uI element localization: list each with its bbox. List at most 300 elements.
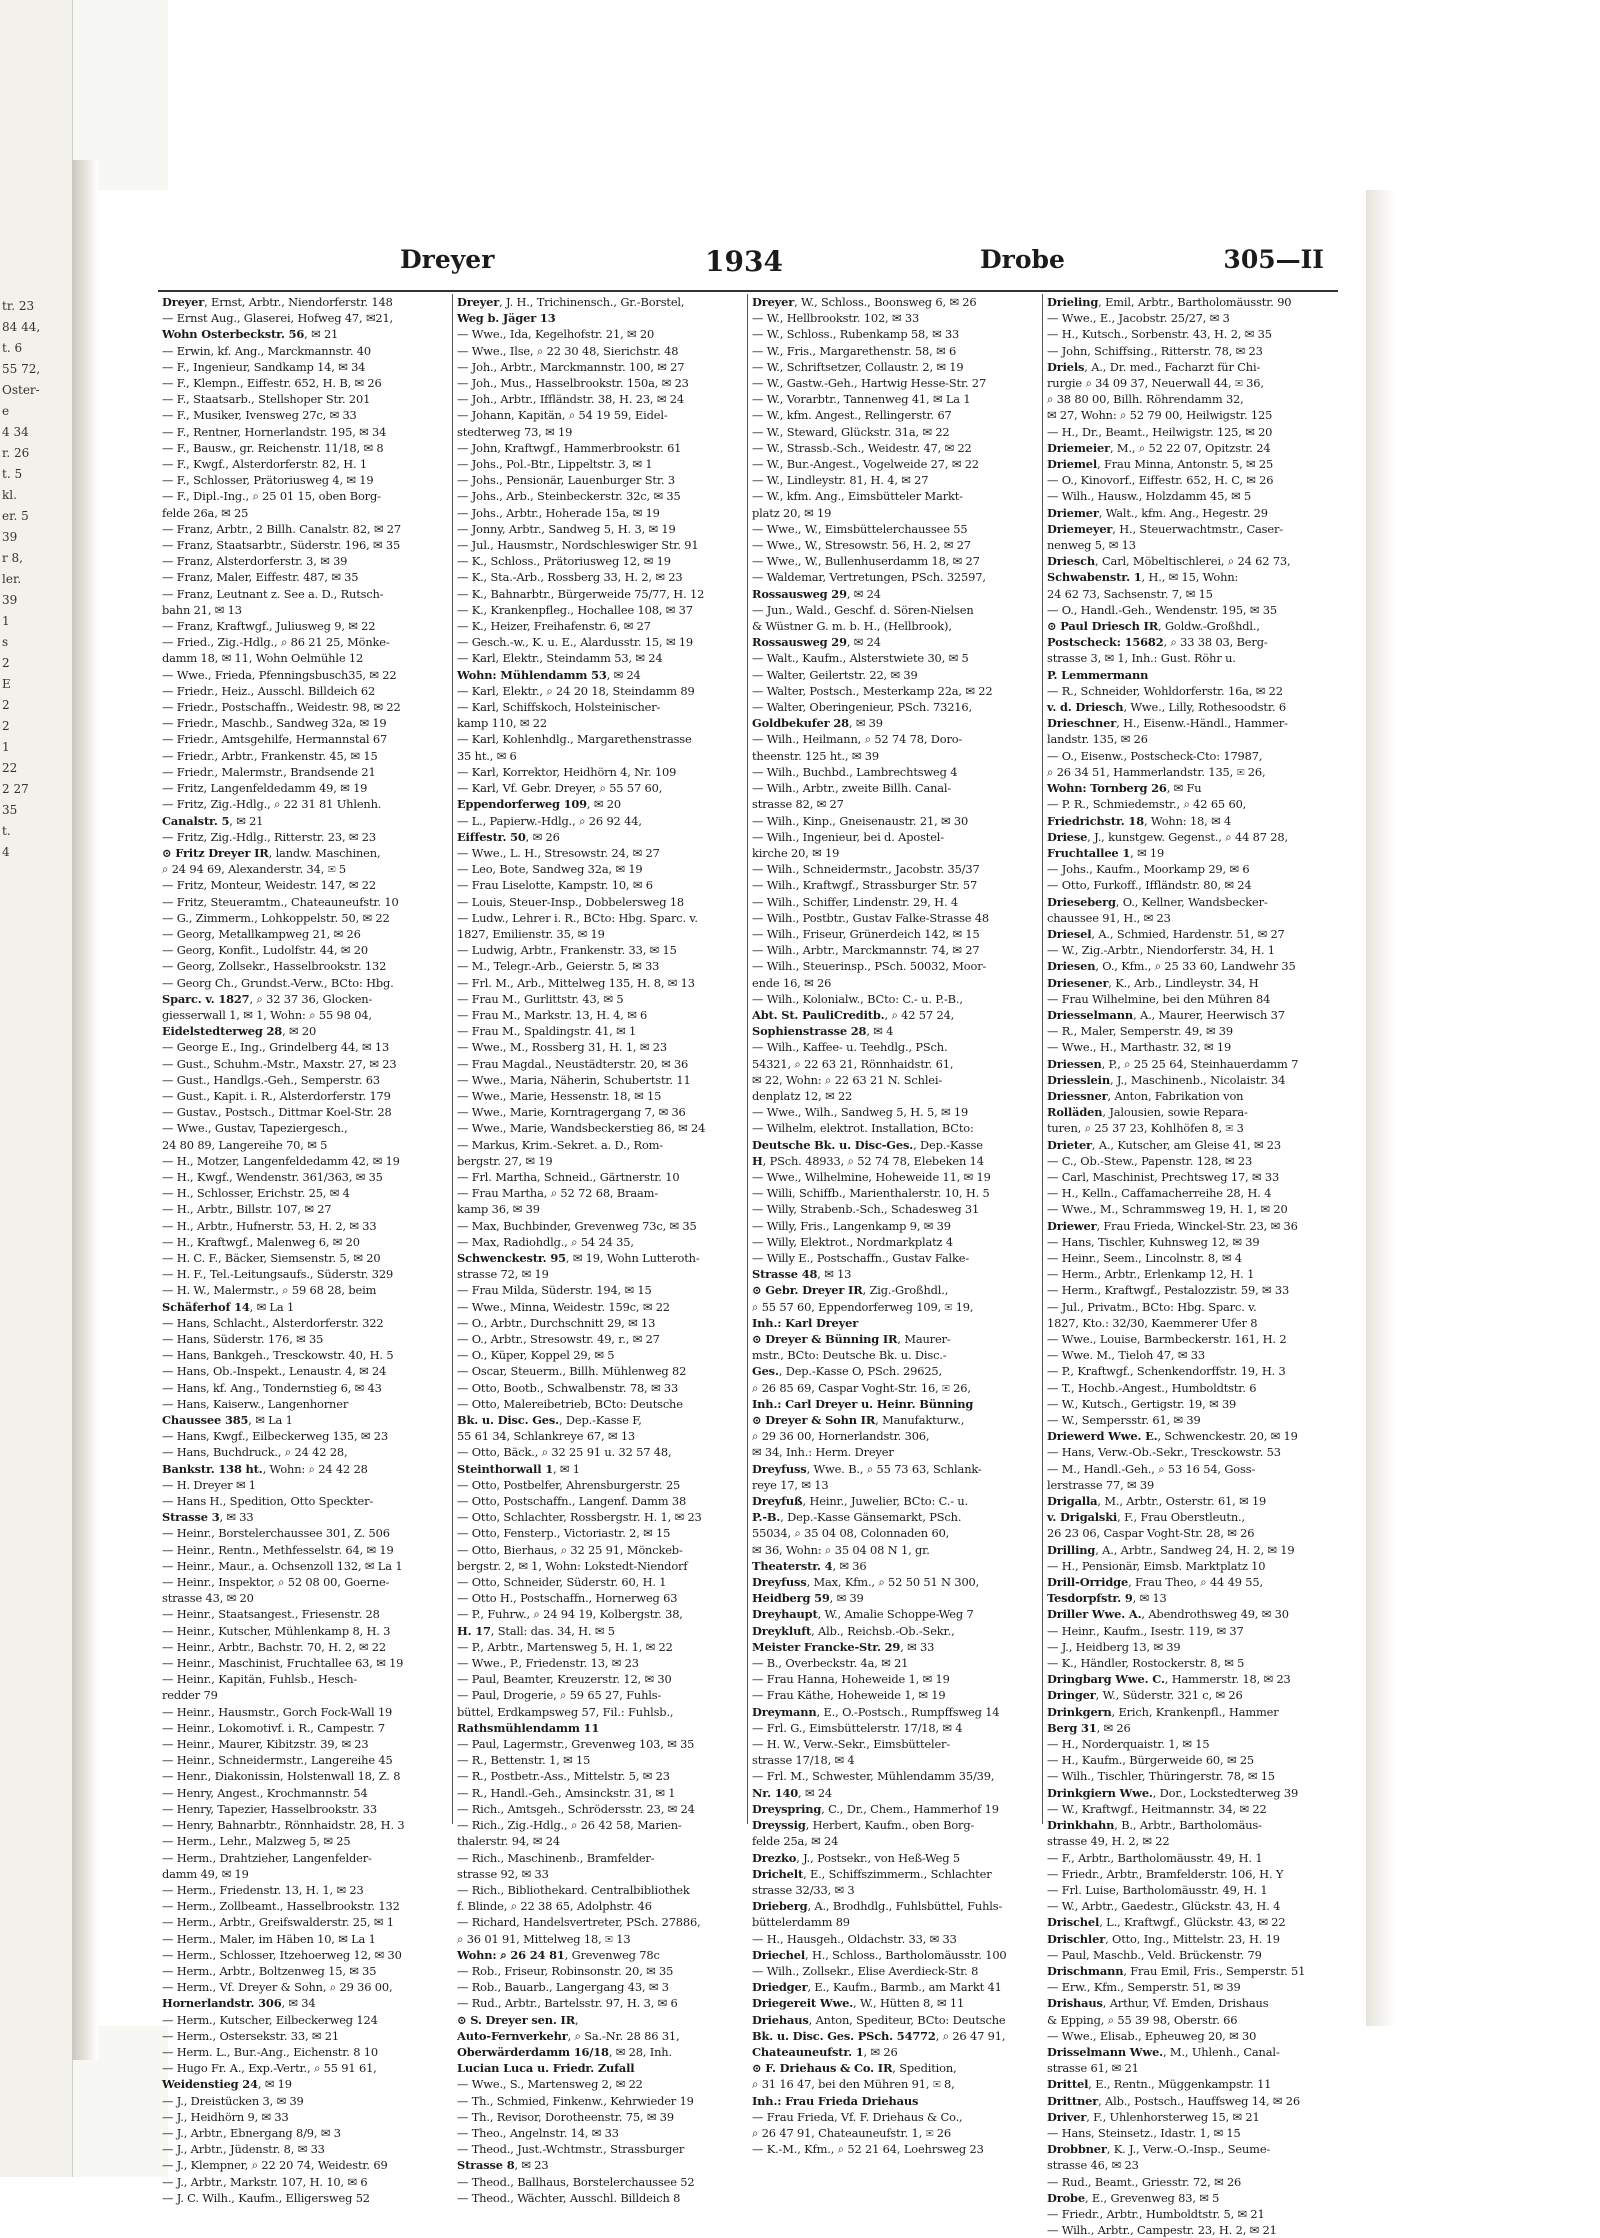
directory-entry-line: — Herm., Schlosser, Itzehoerweg 12, ✉ 30 [162, 1947, 402, 1962]
previous-page-fragment: er. 5 [2, 509, 29, 523]
directory-entry-line: — W., Sempersstr. 61, ✉ 39 [1047, 1413, 1201, 1428]
previous-page-fragment: t. 6 [2, 341, 23, 355]
directory-entry-line: — Wwe., P., Friedenstr. 13, ✉ 23 [457, 1656, 639, 1671]
entry-surname: Dreyfuss [752, 1575, 807, 1590]
previous-page-fragment: e [2, 404, 10, 418]
directory-entry-line: — Hans, Buchdruck., ⌕ 24 42 28, [162, 1445, 348, 1460]
directory-entry-line: — Franz, Kraftwgf., Juliusweg 9, ✉ 22 [162, 619, 376, 634]
directory-entry-line: — Wwe., Marie, Wandsbeckerstieg 86, ✉ 24 [457, 1121, 706, 1136]
directory-entry-line: Schäferhof 14, ✉ La 1 [162, 1299, 295, 1314]
entry-surname: v. d. Driesch [1047, 700, 1124, 715]
entry-surname: Schwabenstr. 1 [1047, 570, 1142, 585]
entry-surname: Drinkgern [1047, 1704, 1112, 1719]
entry-surname: Drieseberg [1047, 894, 1116, 909]
directory-entry-line: Driessner, Anton, Fabrikation von [1047, 1088, 1244, 1103]
entry-surname: Driver [1047, 2109, 1087, 2124]
directory-entry-line: — W., Strassb.-Sch., Weidestr. 47, ✉ 22 [752, 440, 972, 455]
directory-entry-line: — Wilh., Zollsekr., Elise Averdieck-Str. 8 [752, 1963, 979, 1978]
directory-entry-line: — Rob., Friseur, Robinsonstr. 20, ✉ 35 [457, 1963, 674, 1978]
directory-entry-line: — Franz, Alsterdorferstr. 3, ✉ 39 [162, 554, 348, 569]
directory-entry-line: — W., Schloss., Rubenkamp 58, ✉ 33 [752, 327, 960, 342]
entry-surname: Schäferhof 14 [162, 1299, 250, 1314]
entry-surname: Driels [1047, 359, 1085, 374]
directory-entry-line: felde 25a, ✉ 24 [752, 1834, 839, 1849]
directory-entry-line: — Rich., Amtsgeh., Schrödersstr. 23, ✉ 24 [457, 1801, 695, 1816]
directory-entry-line: Sparc. v. 1827, ⌕ 32 37 36, Glocken- [162, 991, 373, 1006]
directory-entry-line: ende 16, ✉ 26 [752, 975, 832, 990]
directory-entry-line: & Wüstner G. m. b. H., (Hellbrook), [752, 619, 952, 634]
directory-entry-line: — Leo, Bote, Sandweg 32a, ✉ 19 [457, 862, 643, 877]
directory-entry-line: — Heinr., Kutscher, Mühlenkamp 8, H. 3 [162, 1623, 391, 1638]
entry-surname: Strasse 8 [457, 2158, 515, 2173]
directory-entry-line: — O., Handl.-Geh., Wendenstr. 195, ✉ 35 [1047, 602, 1277, 617]
directory-entry-line: — Erw., Kfm., Semperstr. 51, ✉ 39 [1047, 1980, 1241, 1995]
directory-entry-line: — Erwin, kf. Ang., Marckmannstr. 40 [162, 343, 371, 358]
directory-entry-line: Drishaus, Arthur, Vf. Emden, Drishaus [1047, 1996, 1269, 2011]
entry-surname: Dreyer [752, 295, 795, 309]
directory-entry-line: — Th., Schmied, Finkenw., Kehrwieder 19 [457, 2093, 694, 2108]
directory-entry-line: Drobbner, K. J., Verw.-O.-Insp., Seume- [1047, 2142, 1271, 2157]
directory-entry-line: — H., Kaufm., Bürgerweide 60, ✉ 25 [1047, 1753, 1255, 1768]
directory-entry-line: Eiffestr. 50, ✉ 26 [457, 829, 560, 844]
directory-entry-line: — Otto H., Postschaffn., Hornerweg 63 [457, 1591, 678, 1606]
directory-entry-line: rurgie ⌕ 34 09 37, Neuerwall 44, ✉ 36, [1047, 376, 1264, 391]
directory-entry-line: — F., Ingenieur, Sandkamp 14, ✉ 34 [162, 359, 366, 374]
directory-entry-line: Driedger, E., Kaufm., Barmb., am Markt 41 [752, 1980, 1002, 1995]
previous-page-fragment: s [2, 635, 9, 649]
entry-surname: Driewer [1047, 1218, 1097, 1233]
entry-surname: Dreyhaupt [752, 1607, 818, 1622]
directory-entry-line: — J., Dreistücken 3, ✉ 39 [162, 2093, 304, 2108]
directory-entry-line: 26 23 06, Caspar Voght-Str. 28, ✉ 26 [1047, 1526, 1255, 1541]
directory-entry-line: — Friedr., Malermstr., Brandsende 21 [162, 764, 376, 779]
directory-entry-line: ⌕ 24 94 69, Alexanderstr. 34, ✉ 5 [162, 862, 346, 877]
directory-entry-line: Driemeyer, H., Steuerwachtmstr., Caser- [1047, 521, 1283, 536]
directory-entry-line: — Johs., Pensionär, Lauenburger Str. 3 [457, 473, 675, 488]
directory-entry-line: Postscheck: 15682, ⌕ 33 38 03, Berg- [1047, 635, 1268, 650]
directory-entry-line: — M., Telegr.-Arb., Geierstr. 5, ✉ 33 [457, 959, 660, 974]
entry-surname: Postscheck: 15682 [1047, 635, 1164, 650]
directory-entry-line: mstr., BCto: Deutsche Bk. u. Disc.- [752, 1348, 947, 1363]
directory-entry-line: ✉ 34, Inh.: Herm. Dreyer [752, 1445, 894, 1460]
directory-entry-line: — Waldemar, Vertretungen, PSch. 32597, [752, 570, 986, 585]
directory-entry-line: — F., Kwgf., Alsterdorferstr. 82, H. 1 [162, 457, 368, 472]
entry-surname: ⊙ Paul Driesch IR [1047, 619, 1159, 634]
directory-entry-line: ⌕ 55 57 60, Eppendorferweg 109, ✉ 19, [752, 1299, 974, 1314]
directory-entry-line: — J., Klempner, ⌕ 22 20 74, Weidestr. 69 [162, 2158, 388, 2173]
directory-entry-line: strasse 92, ✉ 33 [457, 1866, 549, 1881]
directory-entry-line: Eidelstedterweg 28, ✉ 20 [162, 1024, 317, 1039]
previous-page-fragment: E [2, 677, 11, 691]
directory-entry-line: — Herm., Arbtr., Boltzenweg 15, ✉ 35 [162, 1963, 377, 1978]
directory-entry-line: — Hugo Fr. A., Exp.-Vertr., ⌕ 55 91 61, [162, 2061, 377, 2076]
directory-entry-line: — Willy, Fris., Langenkamp 9, ✉ 39 [752, 1218, 951, 1233]
directory-entry-line: — Rich., Bibliothekard. Centralbibliothek [457, 1882, 690, 1897]
directory-entry-line: — Heinr., Borstelerchaussee 301, Z. 506 [162, 1526, 390, 1541]
directory-entry-line: Drischmann, Frau Emil, Fris., Semperstr. 51 [1047, 1963, 1306, 1978]
directory-entry-line: — Otto, Bäck., ⌕ 32 25 91 u. 32 57 48, [457, 1445, 672, 1460]
directory-entry-line: — Gesch.-w., K. u. E., Alardusstr. 15, ✉ 19 [457, 635, 694, 650]
directory-entry-line: — J., Arbtr., Markstr. 107, H. 10, ✉ 6 [162, 2174, 368, 2189]
directory-entry-line: — Max, Buchbinder, Grevenweg 73c, ✉ 35 [457, 1218, 697, 1233]
directory-entry-line: strasse 82, ✉ 27 [752, 797, 844, 812]
directory-entry-line: — Fritz, Zig.-Hdlg., ⌕ 22 31 81 Uhlenh. [162, 797, 382, 812]
running-head [160, 245, 1336, 285]
directory-entry-line: Driehaus, Anton, Spediteur, BCto: Deutsche [752, 2012, 1006, 2027]
entry-surname: Wohn Osterbeckstr. 56 [162, 327, 305, 342]
entry-surname: Tesdorpfstr. 9 [1047, 1591, 1133, 1606]
directory-entry-line: — R., Schneider, Wohldorferstr. 16a, ✉ 22 [1047, 683, 1283, 698]
directory-entry-line: — W., Kraftwgf., Heitmannstr. 34, ✉ 22 [1047, 1801, 1267, 1816]
directory-entry-line: — Richard, Handelsvertreter, PSch. 27886, [457, 1915, 701, 1930]
directory-entry-line: Nr. 140, ✉ 24 [752, 1785, 833, 1800]
directory-entry-line: — Hans H., Spedition, Otto Speckter- [162, 1494, 374, 1509]
directory-entry-line: Drezko, J., Postsekr., von Heß-Weg 5 [752, 1850, 960, 1865]
directory-entry-line: strasse 43, ✉ 20 [162, 1591, 254, 1606]
page-number: 305—II [1223, 245, 1324, 274]
directory-entry-line: — Heinr., Kapitän, Fuhlsb., Hesch- [162, 1672, 358, 1687]
directory-entry-line: — Walter, Geilertstr. 22, ✉ 39 [752, 667, 918, 682]
directory-entry-line: — Wwe., H., Marthastr. 32, ✉ 19 [1047, 1040, 1232, 1055]
directory-entry-line: — W., Fris., Margarethenstr. 58, ✉ 6 [752, 343, 957, 358]
directory-entry-line: Drinkgern, Erich, Krankenpfl., Hammer [1047, 1704, 1279, 1719]
directory-entry-line: — Louis, Steuer-Insp., Dobbelersweg 18 [457, 894, 685, 909]
directory-entry-line: — W., Zig.-Arbtr., Niendorferstr. 34, H. 1 [1047, 943, 1275, 958]
directory-entry-line: — Herm., Kutscher, Eilbeckerweg 124 [162, 2012, 378, 2027]
entry-surname: H [752, 1153, 763, 1168]
entry-surname: Inh.: Karl Dreyer [752, 1315, 859, 1330]
directory-entry-line: — H. F., Tel.-Leitungsaufs., Süderstr. 329 [162, 1267, 394, 1282]
directory-entry-line: Driesen, O., Kfm., ⌕ 25 33 60, Landwehr 35 [1047, 959, 1296, 974]
directory-entry-line: Driechel, H., Schloss., Bartholomäusstr. 100 [752, 1947, 1007, 1962]
directory-entry-line: Driemel, Frau Minna, Antonstr. 5, ✉ 25 [1047, 457, 1274, 472]
directory-entry-line: — B., Overbeckstr. 4a, ✉ 21 [752, 1656, 909, 1671]
directory-columns [158, 294, 1338, 2238]
directory-entry-line: — Oscar, Steuerm., Billh. Mühlenweg 82 [457, 1364, 687, 1379]
entry-surname: Driedger [752, 1980, 808, 1995]
directory-entry-line: — Markus, Krim.-Sekret. a. D., Rom- [457, 1137, 664, 1152]
directory-entry-line: — Gust., Schuhm.-Mstr., Maxstr. 27, ✉ 23 [162, 1056, 397, 1071]
directory-entry-line: — Franz, Maler, Eiffestr. 487, ✉ 35 [162, 570, 359, 585]
directory-entry-line: Dreyfuß, Heinr., Juwelier, BCto: C.- u. [752, 1494, 969, 1509]
directory-entry-line: Theaterstr. 4, ✉ 36 [752, 1558, 867, 1573]
previous-page-fragment: t. [2, 824, 11, 838]
directory-entry-line: — Wwe., M., Schrammsweg 19, H. 1, ✉ 20 [1047, 1202, 1288, 1217]
entry-surname: Sparc. v. 1827 [162, 991, 250, 1006]
directory-entry-line: — Willy E., Postschaffn., Gustav Falke- [752, 1250, 970, 1265]
entry-surname: Drieter [1047, 1137, 1092, 1152]
directory-entry-line: turen, ⌕ 25 37 23, Kohlhöfen 8, ✉ 3 [1047, 1121, 1244, 1136]
running-head-year: 1934 [705, 245, 783, 278]
directory-entry-line: — Frl. Martha, Schneid., Gärtnerstr. 10 [457, 1169, 680, 1184]
directory-entry-line: — Frl. M., Arb., Mittelweg 135, H. 8, ✉ 13 [457, 975, 695, 990]
directory-entry-line: — H., Schlosser, Erichstr. 25, ✉ 4 [162, 1186, 350, 1201]
directory-entry-line: ⊙ Gebr. Dreyer IR, Zig.-Großhdl., [752, 1283, 949, 1298]
previous-page-fragment: 35 [2, 803, 18, 817]
directory-entry-line: theenstr. 125 ht., ✉ 39 [752, 748, 879, 763]
directory-entry-line: — Willy, Elektrot., Nordmarkplatz 4 [752, 1234, 953, 1249]
directory-entry-line: v. d. Driesch, Wwe., Lilly, Rothesoodstr. 6 [1047, 700, 1286, 715]
directory-entry-line: — J., Heidberg 13, ✉ 39 [1047, 1639, 1181, 1654]
directory-entry-line: Driesch, Carl, Möbeltischlerei, ⌕ 24 62 73, [1047, 554, 1291, 569]
directory-entry-line: — F., Musiker, Ivensweg 27c, ✉ 33 [162, 408, 357, 423]
previous-page-fragment: 2 [2, 719, 10, 733]
directory-entry-line: platz 20, ✉ 19 [752, 505, 832, 520]
directory-entry-line: — Joh., Arbtr., Marckmannstr. 100, ✉ 27 [457, 359, 685, 374]
entry-surname: ⊙ S. Dreyer sen. IR [457, 2012, 576, 2027]
directory-entry-line: — Otto, Postbelfer, Ahrensburgerstr. 25 [457, 1477, 681, 1492]
directory-entry-line: — H., Hausgeh., Oldachstr. 33, ✉ 33 [752, 1931, 957, 1946]
directory-entry-line: — P., Fuhrw., ⌕ 24 94 19, Kolbergstr. 38, [457, 1607, 683, 1622]
entry-surname: Rolläden [1047, 1105, 1103, 1120]
entry-surname: Driechel [752, 1947, 806, 1962]
directory-entry-line: — Hans, Kwgf., Eilbeckerweg 135, ✉ 23 [162, 1429, 388, 1444]
directory-entry-line: — Friedr., Amtsgehilfe, Hermannstal 67 [162, 732, 388, 747]
entry-surname: Dringbarg Wwe. C. [1047, 1672, 1165, 1687]
directory-entry-line: Drinkhahn, B., Arbtr., Bartholomäus- [1047, 1818, 1262, 1833]
directory-entry-line: — Rich., Zig.-Hdlg., ⌕ 26 42 58, Marien- [457, 1818, 682, 1833]
directory-entry-line [457, 2060, 743, 2076]
directory-entry-line: Deutsche Bk. u. Disc-Ges., Dep.-Kasse [752, 1137, 983, 1152]
directory-entry-line: — Frau Käthe, Hoheweide 1, ✉ 19 [752, 1688, 946, 1703]
directory-entry-line: — Frau Liselotte, Kampstr. 10, ✉ 6 [457, 878, 653, 893]
directory-entry-line: — Herm., Lehr., Malzweg 5, ✉ 25 [162, 1834, 351, 1849]
entry-surname: Weidenstieg 24 [162, 2077, 258, 2092]
directory-entry-line: Dreykluft, Alb., Reichsb.-Ob.-Sekr., [752, 1623, 955, 1638]
previous-page-fragment: 39 [2, 593, 18, 607]
directory-entry-line: ✉ 27, Wohn: ⌕ 52 79 00, Heilwigstr. 125 [1047, 408, 1273, 423]
directory-entry-line: lerstrasse 77, ✉ 39 [1047, 1477, 1155, 1492]
directory-entry-line: Chateauneufstr. 1, ✉ 26 [752, 2044, 898, 2059]
entry-surname: ⊙ Dreyer & Sohn IR [752, 1413, 876, 1428]
directory-entry-line: Steinthorwall 1, ✉ 1 [457, 1461, 580, 1476]
directory-entry-line: Friedrichstr. 18, Wohn: 18, ✉ 4 [1047, 813, 1232, 828]
entry-surname: P. Lemmermann [1047, 667, 1149, 682]
directory-entry-line: Driese, J., kunstgew. Gegenst., ⌕ 44 87 28, [1047, 829, 1288, 844]
directory-entry-line: — F., Arbtr., Bartholomäusstr. 49, H. 1 [1047, 1850, 1263, 1865]
directory-entry-line: 55034, ⌕ 35 04 08, Colonnaden 60, [752, 1526, 950, 1541]
entry-surname: Meister Francke-Str. 29 [752, 1639, 901, 1654]
entry-surname: Nr. 140 [752, 1785, 799, 1800]
directory-entry-line: — K., Schloss., Prätoriusweg 12, ✉ 19 [457, 554, 671, 569]
directory-entry-line: — W., Arbtr., Gaedestr., Glückstr. 43, H. 4 [1047, 1899, 1281, 1914]
directory-entry-line: — Friedr., Arbtr., Bramfelderstr. 106, H. Y [1047, 1866, 1284, 1881]
directory-entry-line: — Hans, Bankgeh., Tresckowstr. 40, H. 5 [162, 1348, 394, 1363]
entry-surname: Auto-Fernverkehr [457, 2028, 568, 2043]
entry-surname: Berg 31 [1047, 1720, 1097, 1735]
directory-entry-line: — H., Pensionär, Eimsb. Marktplatz 10 [1047, 1558, 1266, 1573]
directory-entry-line: bergstr. 27, ✉ 19 [457, 1153, 553, 1168]
entry-surname: ⊙ Fritz Dreyer IR [162, 845, 269, 860]
directory-entry-line: — H. C. F., Bäcker, Siemsenstr. 5, ✉ 20 [162, 1250, 381, 1265]
directory-entry-line: — Walt., Kaufm., Alsterstwiete 30, ✉ 5 [752, 651, 969, 666]
directory-entry-line: — Henry, Tapezier, Hasselbrookstr. 33 [162, 1801, 377, 1816]
entry-surname: Dreyspring [752, 1801, 822, 1816]
entry-surname: Drisselmann Wwe. [1047, 2044, 1163, 2059]
directory-entry-line: ⊙ S. Dreyer sen. IR, [457, 2012, 579, 2027]
directory-entry-line: Fruchtallee 1, ✉ 19 [1047, 845, 1165, 860]
directory-entry-line: — Karl, Elektr., ⌕ 24 20 18, Steindamm 89 [457, 683, 695, 698]
directory-entry-line: — Wwe., W., Bullenhuserdamm 18, ✉ 27 [752, 554, 980, 569]
directory-entry-line: — Th., Revisor, Dorotheenstr. 75, ✉ 39 [457, 2109, 674, 2124]
entry-surname: Drobbner [1047, 2142, 1107, 2157]
directory-entry-line: — J., Arbtr., Ebnergang 8/9, ✉ 3 [162, 2125, 341, 2140]
directory-entry-line: Tesdorpfstr. 9, ✉ 13 [1047, 1591, 1167, 1606]
directory-entry-line: — Wwe., Maria, Näherin, Schubertstr. 11 [457, 1072, 691, 1087]
directory-entry-line: — Heinr., Kaufm., Isestr. 119, ✉ 37 [1047, 1623, 1244, 1638]
directory-entry-line: — Franz, Staatsarbtr., Süderstr. 196, ✉ 35 [162, 538, 401, 553]
directory-entry-line: — Wilh., Heilmann, ⌕ 52 74 78, Doro- [752, 732, 963, 747]
entry-surname: Driemeier [1047, 440, 1110, 455]
previous-page-fragment: r 8, [2, 551, 23, 565]
directory-entry-line: büttel, Erdkampsweg 57, Fil.: Fuhlsb., [457, 1704, 674, 1719]
directory-entry-line: — Heinr., Arbtr., Bachstr. 70, H. 2, ✉ 22 [162, 1639, 386, 1654]
previous-page-fragment: tr. 23 [2, 299, 35, 313]
directory-entry-line: strasse 32/33, ✉ 3 [752, 1882, 855, 1897]
previous-page-fragments [0, 296, 72, 863]
entry-surname: Driessner [1047, 1088, 1108, 1103]
directory-entry-line: — Rob., Bauarb., Langergang 43, ✉ 3 [457, 1980, 669, 1995]
directory-entry-line: Dreyer, W., Schloss., Boonsweg 6, ✉ 26 [752, 295, 977, 309]
directory-entry-line: — R., Handl.-Geh., Amsinckstr. 31, ✉ 1 [457, 1785, 676, 1800]
directory-entry-line: f. Blinde, ⌕ 22 38 65, Adolphstr. 46 [457, 1899, 652, 1914]
directory-entry-line: Drieling, Emil, Arbtr., Bartholomäusstr. 90 [1047, 295, 1292, 309]
entry-surname: Driewerd Wwe. E. [1047, 1429, 1158, 1444]
entry-surname: Fruchtallee 1 [1047, 845, 1131, 860]
entry-surname: Driesselmann [1047, 1007, 1134, 1022]
directory-entry-line: — Paul, Drogerie, ⌕ 59 65 27, Fuhls- [457, 1688, 662, 1703]
directory-entry-line: Canalstr. 5, ✉ 21 [162, 813, 264, 828]
entry-surname: P.-B. [752, 1510, 781, 1525]
directory-entry-line: felde 26a, ✉ 25 [162, 505, 249, 520]
entry-surname: Eiffestr. 50 [457, 829, 526, 844]
directory-entry-line: — Wwe., W., Eimsbüttelerchaussee 55 [752, 521, 968, 536]
directory-entry-line: — Heinr., Rentn., Methfesselstr. 64, ✉ 19 [162, 1542, 394, 1557]
directory-entry-line: — Frl. G., Eimsbüttelerstr. 17/18, ✉ 4 [752, 1720, 963, 1735]
directory-entry-line: ⊙ Fritz Dreyer IR, landw. Maschinen, [162, 845, 381, 860]
directory-entry-line: — Wwe., Wilhelmine, Hoheweide 11, ✉ 19 [752, 1169, 991, 1184]
directory-entry-line: Dreyspring, C., Dr., Chem., Hammerhof 19 [752, 1801, 999, 1816]
directory-entry-line: — Karl, Schiffskoch, Holsteinischer- [457, 700, 661, 715]
directory-entry-line: bahn 21, ✉ 13 [162, 602, 242, 617]
entry-surname: Drobe [1047, 2190, 1085, 2205]
entry-surname: Eidelstedterweg 28 [162, 1024, 283, 1039]
directory-entry-line: ⌕ 26 47 91, Chateauneufstr. 1, ✉ 26 [752, 2125, 951, 2140]
directory-entry-line: — Willi, Schiffb., Marienthalerstr. 10, H. 5 [752, 1186, 990, 1201]
directory-entry-line [752, 1396, 1038, 1412]
directory-entry-line: stedterweg 73, ✉ 19 [457, 424, 573, 439]
directory-entry-line: Meister Francke-Str. 29, ✉ 33 [752, 1639, 935, 1654]
directory-entry-line: — Frau M., Markstr. 13, H. 4, ✉ 6 [457, 1007, 648, 1022]
directory-entry-line: — Johs., Arb., Steinbeckerstr. 32c, ✉ 35 [457, 489, 681, 504]
directory-entry-line: — Wilh., Schneidermstr., Jacobstr. 35/37 [752, 862, 980, 877]
directory-entry-line: — Franz, Arbtr., 2 Billh. Canalstr. 82, ✉ 27 [162, 521, 401, 536]
directory-entry-line: — Wwe., Elisab., Epheuweg 20, ✉ 30 [1047, 2028, 1257, 2043]
directory-entry-line: Driemeier, M., ⌕ 52 22 07, Opitzstr. 24 [1047, 440, 1271, 455]
entry-surname: Driesener [1047, 975, 1109, 990]
directory-entry-line: Dreyssig, Herbert, Kaufm., oben Borg- [752, 1818, 975, 1833]
directory-entry-line: — Wwe., Louise, Barmbeckerstr. 161, H. 2 [1047, 1332, 1287, 1346]
previous-page-fragment: 4 34 [2, 425, 29, 439]
directory-entry-line: — H., Kwgf., Wendenstr. 361/363, ✉ 35 [162, 1169, 383, 1184]
entry-surname: Bk. u. Disc. Ges. [457, 1413, 559, 1428]
directory-entry-line: Dreyfuss, Wwe. B., ⌕ 55 73 63, Schlank- [752, 1461, 982, 1476]
directory-entry-line: — Otto, Schneider, Süderstr. 60, H. 1 [457, 1575, 667, 1590]
directory-entry-line: Drieseberg, O., Kellner, Wandsbecker- [1047, 894, 1268, 909]
directory-entry-line: Schwabenstr. 1, H., ✉ 15, Wohn: [1047, 570, 1239, 585]
directory-entry-line: ⌕ 29 36 00, Hornerlandstr. 306, [752, 1429, 930, 1444]
directory-column-4 [1043, 294, 1338, 2238]
directory-entry-line: — Wilh., Tischler, Thüringerstr. 78, ✉ 15 [1047, 1769, 1275, 1784]
directory-entry-line: Dreyfuss, Max, Kfm., ⌕ 52 50 51 N 300, [752, 1575, 980, 1590]
entry-surname: Drezko [752, 1850, 797, 1865]
directory-entry-line: — Heinr., Maschinist, Fruchtallee 63, ✉ 19 [162, 1656, 404, 1671]
directory-entry-line: — John, Schiffsing., Ritterstr. 78, ✉ 23 [1047, 343, 1263, 358]
directory-entry-line: — Frau Milda, Süderstr. 194, ✉ 15 [457, 1283, 652, 1298]
directory-entry-line: Drilling, A., Arbtr., Sandweg 24, H. 2, ✉ 19 [1047, 1542, 1295, 1557]
directory-entry-line: ⌕ 38 80 00, Billh. Röhrendamm 32, [1047, 392, 1244, 407]
directory-entry-line: Goldbekufer 28, ✉ 39 [752, 716, 883, 731]
entry-surname: Drieberg [752, 1899, 808, 1914]
directory-entry-line: — F., Staatsarb., Stellshoper Str. 201 [162, 392, 371, 407]
directory-entry-line: — W., kfm. Ang., Eimsbütteler Markt- [752, 489, 963, 504]
directory-entry-line: Driewerd Wwe. E., Schwenckestr. 20, ✉ 19 [1047, 1429, 1298, 1444]
directory-entry-line: landstr. 135, ✉ 26 [1047, 732, 1148, 747]
directory-entry-line: Driels, A., Dr. med., Facharzt für Chi- [1047, 359, 1261, 374]
directory-entry-line: — Theod., Ballhaus, Borstelerchaussee 52 [457, 2174, 695, 2189]
entry-surname: Drischler [1047, 1931, 1106, 1946]
directory-entry-line: — Herm., Maler, im Häben 10, ✉ La 1 [162, 1931, 376, 1946]
directory-entry-line: ✉ 36, Wohn: ⌕ 35 04 08 N 1, gr. [752, 1542, 930, 1557]
directory-entry-line: Drieberg, A., Brodhdlg., Fuhlsbüttel, Fuhls- [752, 1899, 1003, 1914]
entry-surname: Driegereit Wwe. [752, 1996, 854, 2011]
directory-entry-line: — Ludw., Lehrer i. R., BCto: Hbg. Sparc. v. [457, 910, 698, 925]
directory-entry-line: H, PSch. 48933, ⌕ 52 74 78, Elebeken 14 [752, 1153, 984, 1168]
directory-entry-line: — Fritz, Langenfeldedamm 49, ✉ 19 [162, 781, 368, 796]
directory-entry-line: — W., Hellbrookstr. 102, ✉ 33 [752, 311, 920, 326]
entry-surname: Driese [1047, 829, 1088, 844]
directory-entry-line: — K., Heizer, Freihafenstr. 6, ✉ 27 [457, 619, 651, 634]
entry-surname: Canalstr. 5 [162, 813, 230, 828]
directory-entry-line: — Wilh., Hausw., Holzdamm 45, ✉ 5 [1047, 489, 1252, 504]
directory-entry-line: Driesslein, J., Maschinenb., Nicolaistr. 34 [1047, 1072, 1286, 1087]
directory-entry-line: — Heinr., Schneidermstr., Langereihe 45 [162, 1753, 393, 1768]
directory-entry-line: — Karl, Vf. Gebr. Dreyer, ⌕ 55 57 60, [457, 781, 663, 796]
directory-entry-line: Ges., Dep.-Kasse O, PSch. 29625, [752, 1364, 942, 1379]
directory-entry-line: — Carl, Maschinist, Prechtsweg 17, ✉ 33 [1047, 1169, 1280, 1184]
directory-entry-line: — Wwe., M., Rossberg 31, H. 1, ✉ 23 [457, 1040, 667, 1055]
directory-entry-line: — Ernst Aug., Glaserei, Hofweg 47, ✉21, [162, 311, 394, 326]
directory-entry-line: Driesel, A., Schmied, Hardenstr. 51, ✉ 27 [1047, 926, 1285, 941]
entry-surname: Rossausweg 29 [752, 635, 847, 650]
directory-entry-line: — Hans, Süderstr. 176, ✉ 35 [162, 1332, 324, 1346]
directory-entry-line: — Wilh., Arbtr., zweite Billh. Canal- [752, 781, 952, 796]
directory-entry-line: — F., Klempn., Eiffestr. 652, H. B, ✉ 26 [162, 376, 382, 391]
directory-entry-line: — Heinr., Lokomotivf. i. R., Campestr. 7 [162, 1720, 386, 1735]
directory-entry-line: Driesselmann, A., Maurer, Heerwisch 37 [1047, 1007, 1285, 1022]
directory-entry-line: Drittel, E., Rentn., Müggenkampstr. 11 [1047, 2077, 1272, 2092]
directory-entry-line: — Fritz, Zig.-Hdlg., Ritterstr. 23, ✉ 23 [162, 829, 376, 844]
directory-entry-line: — Wwe., E., Jacobstr. 25/27, ✉ 3 [1047, 311, 1230, 326]
directory-entry-line: — O., Arbtr., Durchschnitt 29, ✉ 13 [457, 1315, 656, 1330]
directory-entry-line: P.-B., Dep.-Kasse Gänsemarkt, PSch. [752, 1510, 962, 1525]
directory-entry-line: ⊙ Dreyer & Sohn IR, Manufakturw., [752, 1413, 965, 1428]
directory-entry-line: Berg 31, ✉ 26 [1047, 1720, 1131, 1735]
entry-surname: Ges. [752, 1364, 779, 1379]
directory-entry-line: — Frau Magdal., Neustädterstr. 20, ✉ 36 [457, 1056, 689, 1071]
directory-entry-line: — John, Kraftwgf., Hammerbrookstr. 61 [457, 440, 682, 455]
directory-entry-line: — W., kfm. Angest., Rellingerstr. 67 [752, 408, 952, 423]
